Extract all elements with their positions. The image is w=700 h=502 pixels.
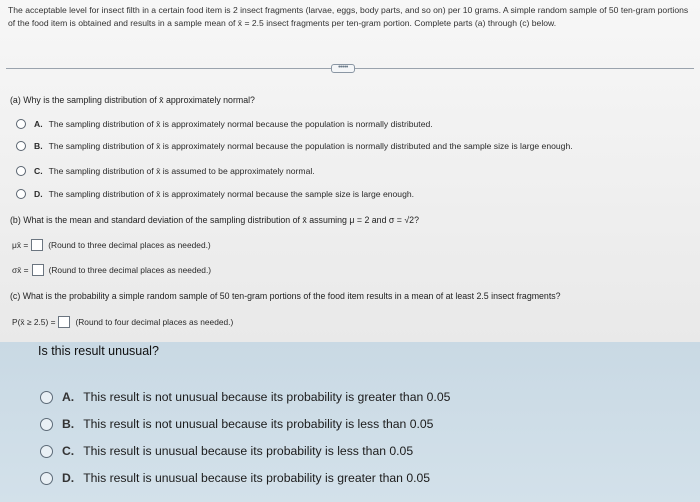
option-letter: B.: [62, 417, 75, 431]
sd-answer-row: [12, 263, 211, 277]
option-letter: A.: [34, 119, 43, 129]
option-text: The sampling distribution of x̄ is approximately normal because the population is normally distributed and the sample size is large enough.: [48, 141, 573, 151]
option-text: This result is not unusual because its probability is less than 0.05: [83, 417, 434, 431]
option-text: The sampling distribution of x̄ is assumed to be approximately normal.: [48, 166, 315, 176]
part-b-question: (b) What is the mean and standard deviation of the sampling distribution of x̄ assuming μ = 2 and σ = √2?: [10, 215, 419, 225]
mean-input[interactable]: [31, 239, 43, 251]
expand-button[interactable]: •••••: [331, 64, 355, 73]
option-text: The sampling distribution of x̄ is approximately normal because the population is normally distributed.: [48, 119, 433, 129]
option-text: This result is not unusual because its probability is greater than 0.05: [83, 390, 451, 404]
radio-button[interactable]: [40, 445, 53, 458]
part-a-option-c[interactable]: [16, 164, 315, 178]
unusual-option-d[interactable]: [40, 469, 430, 487]
radio-button[interactable]: [40, 391, 53, 404]
probability-answer-row: [12, 315, 233, 329]
part-a-option-d[interactable]: [16, 187, 414, 201]
unusual-panel: [0, 342, 700, 502]
sd-label: σx̄ =: [12, 265, 29, 275]
problem-statement: The acceptable level for insect filth in a certain food item is 2 insect fragments (larvae, eggs, body parts, and so on) per 10 grams. A simple random sample of 50 ten-gram portions of the food item is obtained and results in a sample mean of x̄ = 2.5 insect fragments per ten-gram portion. Complete parts (a) through (c) below.: [8, 5, 689, 28]
unusual-option-b[interactable]: [40, 415, 433, 433]
sd-input[interactable]: [32, 264, 44, 276]
option-letter: A.: [62, 390, 75, 404]
radio-button[interactable]: [40, 418, 53, 431]
unusual-question: Is this result unusual?: [38, 344, 159, 358]
radio-button[interactable]: [16, 189, 26, 199]
mean-answer-row: [12, 238, 211, 252]
mean-hint: (Round to three decimal places as needed.): [48, 240, 211, 250]
option-letter: C.: [34, 166, 43, 176]
option-letter: B.: [34, 141, 43, 151]
unusual-option-a[interactable]: [40, 388, 450, 406]
part-a-option-a[interactable]: [16, 117, 433, 131]
radio-button[interactable]: [16, 141, 26, 151]
radio-button[interactable]: [16, 119, 26, 129]
part-a-question: (a) Why is the sampling distribution of x̄ approximately normal?: [10, 95, 255, 105]
sd-hint: (Round to three decimal places as needed.): [48, 265, 212, 275]
option-text: The sampling distribution of x̄ is approximately normal because the sample size is large enough.: [48, 189, 415, 199]
option-letter: D.: [34, 189, 43, 199]
part-c-question: (c) What is the probability a simple random sample of 50 ten-gram portions of the food item results in a mean of at least 2.5 insect fragments?: [10, 291, 561, 301]
option-text: This result is unusual because its probability is less than 0.05: [83, 444, 414, 458]
part-a-option-b[interactable]: [16, 139, 573, 153]
unusual-option-c[interactable]: [40, 442, 413, 460]
probability-hint: (Round to four decimal places as needed.): [75, 317, 234, 327]
radio-button[interactable]: [16, 166, 26, 176]
option-text: This result is unusual because its probability is greater than 0.05: [83, 471, 431, 485]
radio-button[interactable]: [40, 472, 53, 485]
mean-label: μx̄ =: [12, 240, 29, 250]
option-letter: D.: [62, 471, 75, 485]
probability-input[interactable]: [58, 316, 70, 328]
probability-label: P(x̄ ≥ 2.5) =: [12, 317, 56, 327]
option-letter: C.: [62, 444, 75, 458]
